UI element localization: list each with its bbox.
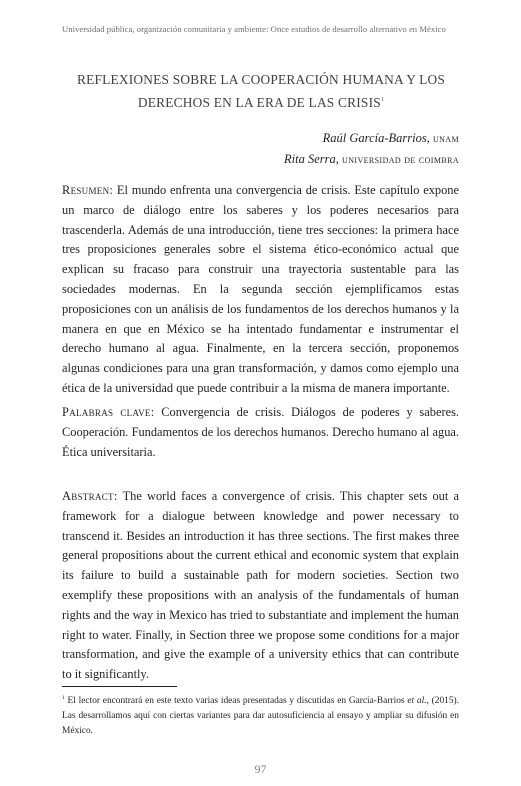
resumen-label: Resumen: (62, 183, 114, 197)
keywords-label: Palabras clave: (62, 405, 155, 419)
resumen-text: El mundo enfrenta una convergencia de crisis. Este capítulo expone un marco de diálogo entre los saberes y los poderes necesarios para trascenderla. Además de una introducción, tiene tres secciones: la primera hace tres proposiciones generales sobre el sistema ético-económico actual que explican su fracaso para construir una trayectoria sustentable para las sociedades modernas. En la segunda sección ejemplificamos estas proposiciones con un análisis de los fundamentos de los derechos humanos y la manera en que en México se ha intentado fundamentar e instrumentar el derecho humano al agua. Finalmente, en la tercera sección, proponemos algunas condiciones para una gran transformación, y damos como ejemplo una ética de la universidad que puede contribuir a la misma de manera importante. (62, 183, 459, 395)
title-line-1: REFLEXIONES SOBRE LA COOPERACIÓN HUMANA Y LOS (76, 72, 446, 87)
resumen-paragraph (62, 181, 459, 399)
title-footnote-mark[interactable]: 1 (380, 97, 385, 103)
author-2-affiliation: universidad de coimbra (342, 154, 459, 166)
author-2-name: Rita Serra, (284, 152, 343, 166)
author-2 (284, 149, 459, 170)
page-number: 97 (254, 762, 267, 776)
author-1 (284, 128, 459, 149)
footnote (62, 691, 459, 739)
abstract-text: The world faces a convergence of crisis. This chapter sets out a framework for a dialogue between knowledge and power necessary to transcend it. Besides an introduction it has three sections. The first makes three general propositions about the current ethical and economic system that explain its failure to build a sustainable path for modern societies. Section two exemplify these propositions with an analysis of the fundamentals of human rights and the way in Mexico has tried to substantiate and implement the human right to water. Finally, in Section three we propose some conditions for a major transformation, and give the example of a university ethics that can contribute to it significantly. (62, 489, 459, 682)
running-header: Universidad pública, organización comunitaria y ambiente: Once estudios de desarrollo alternativo en México (62, 24, 446, 34)
footnote-mark: 1 (62, 695, 65, 701)
footnote-italic: et al. (407, 696, 427, 706)
footnote-divider (62, 686, 177, 687)
keywords-paragraph (62, 403, 459, 462)
title-line-2-text: DERECHOS EN LA ERA DE LAS CRISIS (137, 95, 381, 110)
abstract-label: Abstract: (62, 489, 118, 503)
title-line-2 (62, 90, 460, 113)
footnote-text-after: , (2015). Las desarrollamos aquí con ciertas variantes para dar autosuficiencia al ensayo y ampliar su difusión en México. (62, 696, 460, 736)
author-1-name: Raúl García-Barrios, (322, 131, 433, 145)
author-1-affiliation: unam (432, 133, 459, 145)
chapter-title (62, 70, 460, 113)
footnote-text-before: El lector encontrará en este texto varias ideas presentadas y discutidas en García-Barrios (64, 696, 408, 706)
author-list (284, 128, 459, 170)
keywords-text: Convergencia de crisis. Diálogos de poderes y saberes. Cooperación. Fundamentos de los derechos humanos. Derecho humano al agua. Ética universitaria. (62, 405, 459, 459)
abstract-paragraph (62, 487, 459, 685)
